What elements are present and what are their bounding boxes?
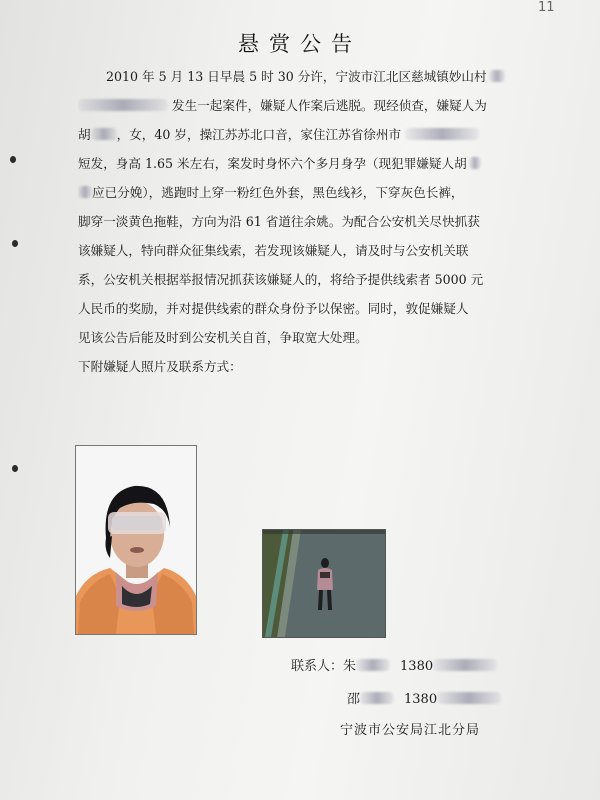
contact-name: 朱 — [343, 659, 357, 674]
body-line: 发生一起案件，嫌疑人作案后逃脱。现经侦查，嫌疑人为 — [78, 91, 522, 120]
notice-body — [78, 62, 522, 381]
body-line: 下附嫌疑人照片及联系方式： — [78, 359, 242, 374]
redaction-blur — [469, 157, 481, 169]
redaction-blur — [437, 692, 501, 704]
body-line: 系，公安机关根据举报情况抓获该嫌疑人的，将给予提供线索者 5000 元 — [78, 272, 484, 287]
binding-hole — [10, 156, 16, 163]
contact-phone: 1380 — [404, 692, 438, 707]
binding-hole — [12, 465, 18, 472]
contact-row-2 — [347, 688, 501, 707]
redaction-blur — [356, 659, 390, 671]
notice-title: 悬赏公告 — [238, 32, 362, 56]
redaction-blur — [360, 692, 394, 704]
issuer-signature: 宁波市公安局江北分局 — [340, 723, 481, 738]
body-line: 2010 年 5 月 13 日早晨 5 时 30 分许，宁波市江北区慈城镇妙山村 — [78, 62, 522, 91]
body-line: 脚穿一淡黄色拖鞋，方向为沿 61 省道往余姚。为配合公安机关尽快抓获 — [78, 214, 480, 229]
contact-label: 联系人： — [291, 659, 344, 674]
contact-phone: 1380 — [400, 659, 434, 674]
binding-hole — [12, 240, 18, 247]
body-line: 见该公告后能及时到公安机关自首，争取宽大处理。 — [78, 330, 368, 345]
body-line: 该嫌疑人，特向群众征集线索，若发现该嫌疑人，请及时与公安机关联 — [78, 243, 469, 258]
suspect-portrait-photo — [75, 445, 197, 635]
cctv-drawing — [263, 530, 385, 637]
body-line: 短发，身高 1.65 米左右，案发时身怀六个多月身孕（现犯罪嫌疑人胡 — [78, 149, 522, 178]
suspect-cctv-photo — [262, 529, 386, 638]
redaction-blur — [405, 128, 479, 140]
contact-name: 邵 — [347, 692, 361, 707]
corner-handwritten-mark: 11 — [538, 0, 555, 15]
body-line: 胡 ，女，40 岁，操江苏苏北口音，家住江苏省徐州市 — [78, 120, 522, 149]
contact-row-1 — [291, 655, 497, 674]
redaction-blur — [78, 99, 168, 111]
body-line: 人民币的奖励，并对提供线索的群众身份予以保密。同时，敦促嫌疑人 — [78, 301, 469, 316]
redaction-blur — [433, 659, 497, 671]
redaction-blur — [91, 128, 117, 140]
redaction-blur — [78, 186, 92, 198]
portrait-drawing — [76, 446, 196, 634]
body-line: 应已分娩），逃跑时上穿一粉红色外套，黑色线衫，下穿灰色长裤， — [78, 178, 522, 207]
redaction-blur — [489, 70, 505, 82]
